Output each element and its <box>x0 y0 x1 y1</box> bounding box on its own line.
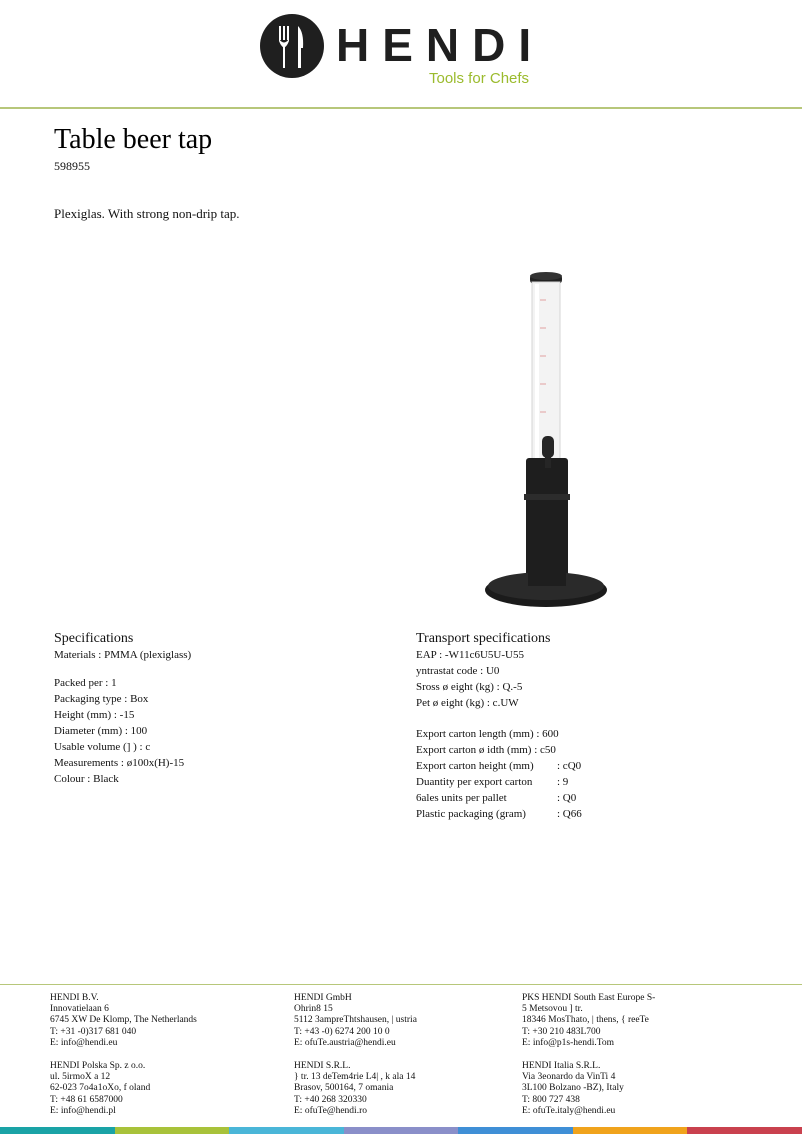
address-block <box>294 1061 415 1117</box>
spec-line: Materials : PMMA (plexiglass) <box>54 649 192 661</box>
address-email: E: info@p1s-hendi.Tom <box>522 1037 614 1048</box>
address-company: HENDI S.R.L. <box>294 1061 351 1071</box>
hendi-logo <box>260 12 550 92</box>
address-line: 6745 XW De Klomp, The Netherlands <box>50 1015 197 1026</box>
transport-value: : cQ0 <box>557 760 582 772</box>
address-company: HENDI Italia S.R.L. <box>522 1061 601 1071</box>
address-block <box>522 993 655 1049</box>
address-line: Brasov, 500164, 7 omania <box>294 1083 394 1094</box>
stripe-segment <box>458 1127 573 1134</box>
transport-line: Export carton ø idth (mm) : c50 <box>416 744 556 756</box>
header-divider <box>0 107 802 109</box>
address-phone: T: +30 210 483L700 <box>522 1026 601 1037</box>
transport-line: EAP : -W11c6U5U-U55 <box>416 649 524 661</box>
spec-line: Packaging type : Box <box>54 693 149 705</box>
address-email: E: ofuTe.austria@hendi.eu <box>294 1037 396 1048</box>
address-phone: T: +31 -0)317 681 040 <box>50 1026 137 1037</box>
address-line: } tr. 13 deTem4rie L4| , k ala 14 <box>294 1072 416 1083</box>
address-line: 18346 MosThato, | thens, { reeTe <box>522 1015 649 1026</box>
transport-line: Duantity per export carton <box>416 776 533 788</box>
product-title: Table beer tap <box>54 124 213 155</box>
address-block <box>294 993 417 1049</box>
address-block <box>50 1061 150 1117</box>
brand-tagline: Tools for Chefs <box>429 70 530 87</box>
address-email: E: ofuTe.italy@hendi.eu <box>522 1105 616 1116</box>
address-email: E: info@hendi.pl <box>50 1105 116 1116</box>
spec-line: Usable volume (] ) : c <box>54 741 151 753</box>
transport-line: Plastic packaging (gram) <box>416 808 526 820</box>
address-phone: T: 800 727 438 <box>522 1094 580 1105</box>
address-line: Via 3eonardo da VinTi 4 <box>522 1072 616 1083</box>
address-company: HENDI B.V. <box>50 993 99 1003</box>
transport-line: Pet ø eight (kg) : c.UW <box>416 697 519 709</box>
transport-line: Sross ø eight (kg) : Q.-5 <box>416 681 523 693</box>
stripe-segment <box>573 1127 688 1134</box>
transport-line: 6ales units per pallet <box>416 792 507 804</box>
address-line: ul. 5irmoX a 12 <box>50 1072 111 1083</box>
spec-line: Height (mm) : -15 <box>54 709 135 721</box>
address-email: E: ofuTe@hendi.ro <box>294 1105 367 1116</box>
transport-heading: Transport specifications <box>416 631 551 646</box>
brand-name: HENDI <box>336 19 545 71</box>
address-phone: T: +48 61 6587000 <box>50 1094 123 1105</box>
address-line: 62-023 7o4a1oXo, f oland <box>50 1083 151 1094</box>
beer-tower-icon <box>470 268 620 618</box>
address-company: HENDI Polska Sp. z o.o. <box>50 1061 146 1071</box>
address-company: HENDI GmbH <box>294 993 352 1003</box>
address-line: Innovatielaan 6 <box>50 1004 109 1015</box>
spec-line: Diameter (mm) : 100 <box>54 725 148 737</box>
product-description: Plexiglas. With strong non-drip tap. <box>54 206 240 221</box>
spec-line: Packed per : 1 <box>54 677 117 689</box>
address-block <box>522 1061 624 1117</box>
address-phone: T: +40 268 320330 <box>294 1094 367 1105</box>
spec-line: Colour : Black <box>54 773 119 785</box>
product-sku: 598955 <box>54 159 90 173</box>
address-block <box>50 993 197 1049</box>
cutlery-icon <box>260 14 324 78</box>
stripe-segment <box>0 1127 115 1134</box>
footer-divider <box>0 984 802 985</box>
transport-line: Export carton length (mm) : 600 <box>416 728 559 740</box>
stripe-segment <box>229 1127 344 1134</box>
address-line: 5 Metsovou ] tr. <box>522 1004 583 1015</box>
transport-line: Export carton height (mm) <box>416 760 534 772</box>
address-email: E: info@hendi.eu <box>50 1037 118 1048</box>
address-phone: T: +43 -0) 6274 200 10 0 <box>294 1026 390 1037</box>
address-company: PKS HENDI South East Europe S- <box>522 993 656 1003</box>
address-line: 3L100 Bolzano -BZ), Italy <box>522 1083 624 1094</box>
transport-value: : 9 <box>557 776 569 788</box>
transport-line: yntrastat code : U0 <box>416 665 500 677</box>
stripe-segment <box>344 1127 459 1134</box>
brand-color-stripe <box>0 1127 802 1134</box>
transport-value: : Q0 <box>557 792 577 804</box>
stripe-segment <box>115 1127 230 1134</box>
transport-value: : Q66 <box>557 808 582 820</box>
address-line: Ohrin8 15 <box>294 1004 333 1015</box>
address-line: 5112 3ampreThtshausen, | ustria <box>294 1015 417 1026</box>
stripe-segment <box>687 1127 802 1134</box>
specifications-heading: Specifications <box>54 631 134 646</box>
spec-line: Measurements : ø100x(H)-15 <box>54 757 185 769</box>
